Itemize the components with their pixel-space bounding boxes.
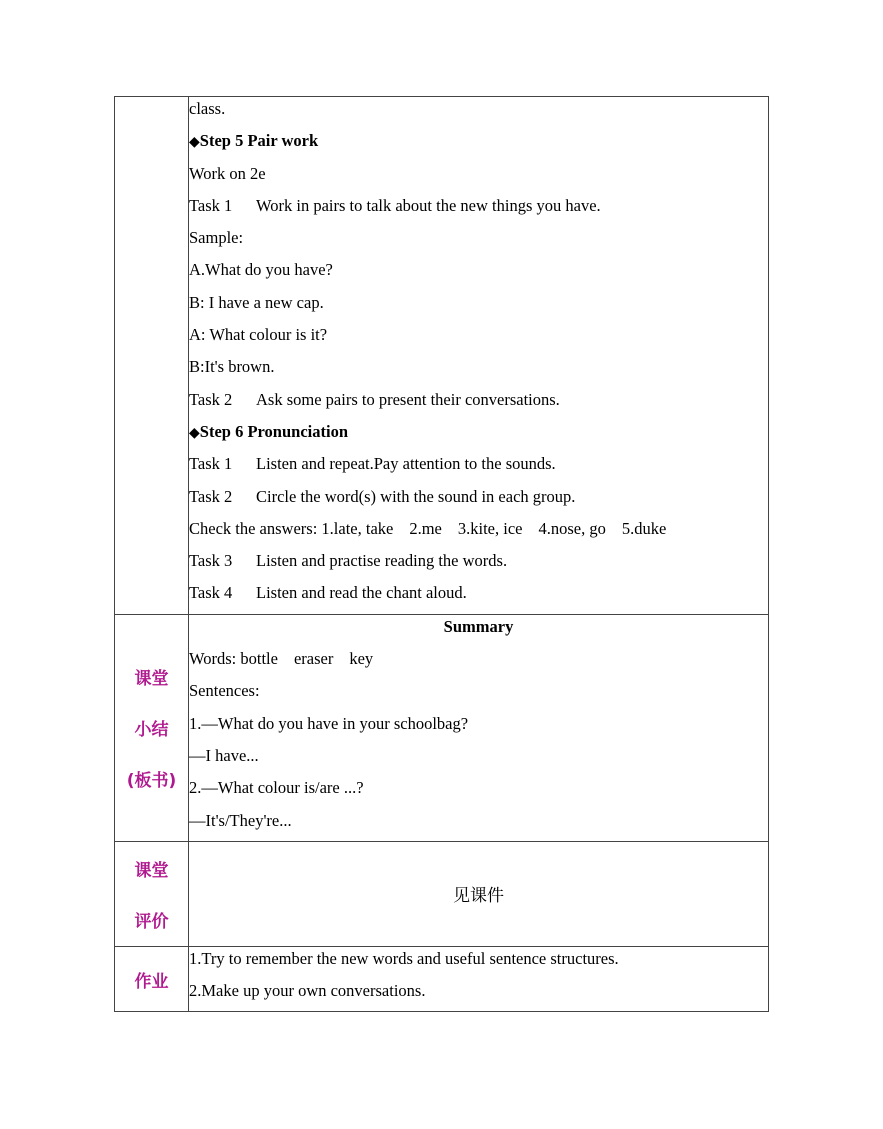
words-line <box>189 647 768 679</box>
step-5-heading <box>189 129 768 161</box>
sentence-line: —I have... <box>189 745 259 765</box>
task-line <box>189 388 768 420</box>
steps-row <box>115 97 769 615</box>
answer-item: 5.duke <box>621 518 667 538</box>
lesson-plan-table <box>114 96 769 1012</box>
task-line <box>189 581 768 613</box>
answer-item: 3.kite, ice <box>457 518 523 538</box>
answer-item: 4.nose, go <box>538 518 606 538</box>
task-line <box>189 452 768 484</box>
sentences-label: Sentences: <box>189 681 260 701</box>
task-text: Circle the word(s) with the sound in each group. <box>256 486 576 506</box>
homework-row <box>115 946 769 1012</box>
task-text: Listen and read the chant aloud. <box>256 583 467 603</box>
task-line <box>189 194 768 226</box>
task-line <box>189 549 768 581</box>
answer-item: Check the answers: 1.late, take <box>189 518 394 538</box>
evaluation-label-line: 评价 <box>134 911 169 932</box>
text-line: Sample: <box>189 228 244 248</box>
task-label: Task 2 <box>189 389 233 409</box>
evaluation-label-line: 课堂 <box>134 860 169 881</box>
answer-item: 2.me <box>409 518 442 538</box>
summary-row <box>115 614 769 841</box>
text-line: B: I have a new cap. <box>189 292 324 312</box>
word-item: eraser <box>293 649 334 669</box>
evaluation-content: 见课件 <box>189 841 769 946</box>
homework-content-cell <box>189 946 769 1012</box>
steps-label-cell <box>115 97 189 615</box>
summary-label-cell <box>115 614 189 841</box>
word-item: Words: bottle <box>189 649 278 669</box>
steps-content-cell <box>189 97 769 615</box>
task-label: Task 1 <box>189 195 233 215</box>
homework-line: 2.Make up your own conversations. <box>189 981 426 1001</box>
task-line <box>189 485 768 517</box>
sentence-line: 1.—What do you have in your schoolbag? <box>189 713 469 733</box>
diamond-bullet-icon: ◆ <box>189 134 200 151</box>
answers-line <box>189 517 768 549</box>
task-text: Listen and practise reading the words. <box>256 551 508 571</box>
sentence-line: —It's/They're... <box>189 810 292 830</box>
task-text: Listen and repeat.Pay attention to the sounds. <box>256 454 556 474</box>
task-text: Work in pairs to talk about the new things you have. <box>256 195 601 215</box>
step-6-title: Step 6 Pronunciation <box>199 421 348 441</box>
text-line: class. <box>189 99 226 118</box>
diamond-bullet-icon: ◆ <box>189 424 200 441</box>
text-line: B:It's brown. <box>189 357 275 377</box>
summary-label-line: 小结 <box>134 720 169 741</box>
homework-label-cell: 作业 <box>115 946 189 1012</box>
evaluation-row <box>115 841 769 946</box>
step-5-title: Step 5 Pair work <box>199 131 319 151</box>
homework-line: 1.Try to remember the new words and useful sentence structures. <box>189 948 619 968</box>
sentence-line: 2.—What colour is/are ...? <box>189 778 364 798</box>
summary-label-line: 课堂 <box>134 669 169 690</box>
step-6-heading <box>189 420 768 452</box>
text-line: A.What do you have? <box>189 260 333 280</box>
task-label: Task 1 <box>189 454 233 474</box>
summary-content-cell <box>189 614 769 841</box>
task-text: Ask some pairs to present their conversations. <box>256 389 560 409</box>
text-line: A: What colour is it? <box>189 325 328 345</box>
text-line: Work on 2e <box>189 163 266 183</box>
evaluation-label-cell <box>115 841 189 946</box>
word-item: key <box>349 649 374 669</box>
task-label: Task 4 <box>189 583 233 603</box>
task-label: Task 2 <box>189 486 233 506</box>
task-label: Task 3 <box>189 551 233 571</box>
summary-label-line: (板书) <box>126 771 177 792</box>
summary-title: Summary <box>443 616 514 636</box>
